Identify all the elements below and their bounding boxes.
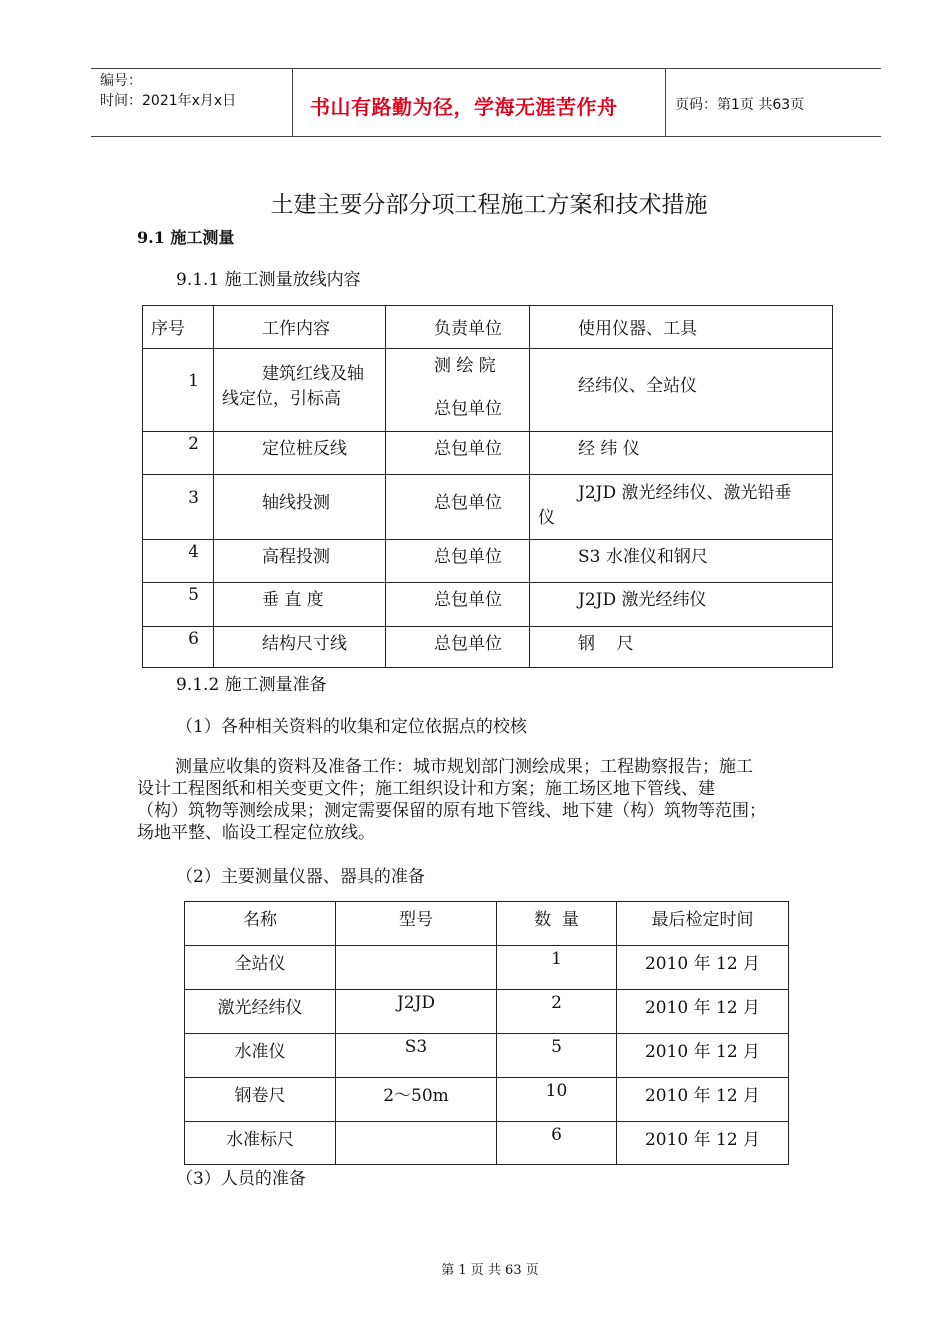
row-no: 3 [188,488,199,508]
row-content-cell [214,583,386,627]
row-qty-cell [497,1122,617,1165]
table-row [143,627,833,668]
row-name-cell [185,1034,336,1078]
row-model [336,1122,496,1125]
row-model-cell [336,946,497,990]
row-qty-cell [497,1034,617,1078]
row-date: 2010 年 12 月 [644,1130,761,1150]
header-cell [143,306,214,349]
row-date: 2010 年 12 月 [644,1086,761,1106]
row-qty-cell [497,1078,617,1122]
row-unit-cell [386,475,530,540]
row-name: 钢卷尺 [234,1086,286,1106]
header-cell [214,306,386,349]
row-tool: J2JD 激光经纬仪 [578,590,707,610]
row-tool: S3 水准仪和钢尺 [578,547,708,567]
item-2-heading: （2）主要测量仪器、器具的准备 [176,867,425,887]
header-page-label: 页码：第1页 共63页 [675,97,805,113]
row-tool: 经纬仪、全站仪 [578,376,697,396]
row-no: 5 [188,585,199,605]
row-unit-cell [386,540,530,583]
header-time-label: 时间：2021年x月x日 [100,93,237,109]
row-no-cell [143,475,214,540]
row-content: 定位桩反线 [262,439,347,459]
row-no-cell [143,627,214,668]
row-unit-line1: 测 绘 院 [434,356,496,376]
paragraph-line-2: 设计工程图纸和相关变更文件；施工组织设计和方案；施工场区地下管线、建 [137,779,715,799]
row-unit-line2: 总包单位 [434,399,502,419]
table-row [185,1034,789,1078]
paragraph-line-3: （构）筑物等测绘成果；测定需要保留的原有地下管线、地下建（构）筑物等范围； [137,801,766,821]
row-no: 2 [188,434,199,454]
table-row [185,946,789,990]
header-code-label: 编号： [100,73,142,89]
row-no: 4 [188,542,199,562]
row-model-cell [336,990,497,1034]
row-date-cell [617,1078,789,1122]
header-no: 序号 [151,319,185,339]
row-qty: 6 [551,1125,562,1145]
row-date: 2010 年 12 月 [644,998,761,1018]
row-unit-cell [386,349,530,432]
row-name-cell [185,1078,336,1122]
row-qty: 2 [551,993,562,1013]
row-content-line2: 线定位，引标高 [222,389,341,409]
header-bottom-rule [91,136,881,137]
header-divider-2 [665,68,666,136]
header-unit: 负责单位 [434,319,502,339]
table-row [143,475,833,540]
row-unit: 总包单位 [434,547,502,567]
header-top-rule [91,68,881,69]
row-content: 结构尺寸线 [262,634,347,654]
row-content-line1: 建筑红线及轴 [262,364,364,384]
row-unit: 总包单位 [434,493,502,513]
row-unit: 总包单位 [434,590,502,610]
header-motto: 书山有路勤为径，学海无涯苦作舟 [310,95,618,119]
table-row [143,432,833,475]
row-model-cell [336,1122,497,1165]
row-date-cell [617,1034,789,1078]
row-no-cell [143,432,214,475]
table-row [185,1078,789,1122]
row-qty: 1 [551,949,562,969]
header-cell [497,902,617,946]
row-tool-line2: 仪 [538,508,555,528]
header-cell [617,902,789,946]
row-content-cell [214,475,386,540]
table-header-row [185,902,789,946]
row-name: 激光经纬仪 [217,998,303,1018]
row-name: 水准标尺 [226,1130,294,1150]
paragraph-line-1: 测量应收集的资料及准备工作：城市规划部门测绘成果；工程勘察报告；施工 [175,757,753,777]
row-name-cell [185,946,336,990]
row-content: 高程投测 [262,547,330,567]
header-date: 最后检定时间 [651,910,754,930]
table-header-row [143,306,833,349]
instrument-table [184,901,789,1165]
item-1-heading: （1）各种相关资料的收集和定位依据点的校核 [176,717,527,737]
row-name: 水准仪 [234,1042,286,1062]
header-name: 名称 [243,910,277,930]
body-paragraph [137,756,843,844]
row-unit: 总包单位 [434,439,502,459]
document-title: 土建主要分部分项工程施工方案和技术措施 [270,192,708,218]
row-tool-cell [530,432,833,475]
header-model: 型号 [399,910,433,930]
header-tool: 使用仪器、工具 [578,319,697,339]
table-row [185,1122,789,1165]
page-footer: 第 1 页 共 63 页 [441,1263,539,1278]
table-row [143,540,833,583]
row-tool-cell [530,475,833,540]
row-tool-cell [530,627,833,668]
row-qty: 5 [551,1037,562,1057]
row-no: 6 [188,629,199,649]
row-tool: 经 纬 仪 [578,439,640,459]
row-content: 垂 直 度 [262,590,324,610]
row-qty: 10 [545,1081,568,1101]
table-row [185,990,789,1034]
row-tool-line1: J2JD 激光经纬仪、激光铅垂 [578,483,792,503]
survey-work-table [142,305,833,668]
header-cell [185,902,336,946]
row-tool-cell [530,583,833,627]
header-cell [336,902,497,946]
paragraph-line-4: 场地平整、临设工程定位放线。 [137,823,375,843]
header-content: 工作内容 [262,319,330,339]
row-no-cell [143,583,214,627]
section-heading: 9.1 施工测量 [137,228,235,247]
row-model-cell [336,1078,497,1122]
row-name: 全站仪 [234,954,286,974]
row-content-cell [214,432,386,475]
table-row [143,583,833,627]
row-content-cell [214,627,386,668]
row-unit-cell [386,627,530,668]
row-model-cell [336,1034,497,1078]
subsection-heading-2: 9.1.2 施工测量准备 [176,675,327,695]
row-qty-cell [497,990,617,1034]
row-content-cell [214,540,386,583]
row-model: J2JD [396,993,436,1013]
subsection-heading-1: 9.1.1 施工测量放线内容 [176,270,361,290]
row-content: 轴线投测 [262,493,330,513]
row-date-cell [617,990,789,1034]
row-date: 2010 年 12 月 [644,954,761,974]
row-date: 2010 年 12 月 [644,1042,761,1062]
row-no: 1 [188,371,199,391]
row-unit: 总包单位 [434,634,502,654]
header-divider-1 [292,68,293,136]
table-row [143,349,833,432]
header-cell [530,306,833,349]
row-name-cell [185,990,336,1034]
row-qty-cell [497,946,617,990]
row-tool: 钢 尺 [578,634,634,654]
row-name-cell [185,1122,336,1165]
row-no-cell [143,349,214,432]
item-3-heading: （3）人员的准备 [176,1169,306,1189]
row-model: S3 [404,1037,428,1057]
row-tool-cell [530,540,833,583]
row-date-cell [617,946,789,990]
row-content-cell [214,349,386,432]
row-date-cell [617,1122,789,1165]
header-cell [386,306,530,349]
row-model: 2～50m [383,1086,449,1106]
row-tool-cell [530,349,833,432]
header-qty: 数 量 [534,910,579,930]
row-unit-cell [386,432,530,475]
row-no-cell [143,540,214,583]
row-unit-cell [386,583,530,627]
row-model [336,946,496,949]
